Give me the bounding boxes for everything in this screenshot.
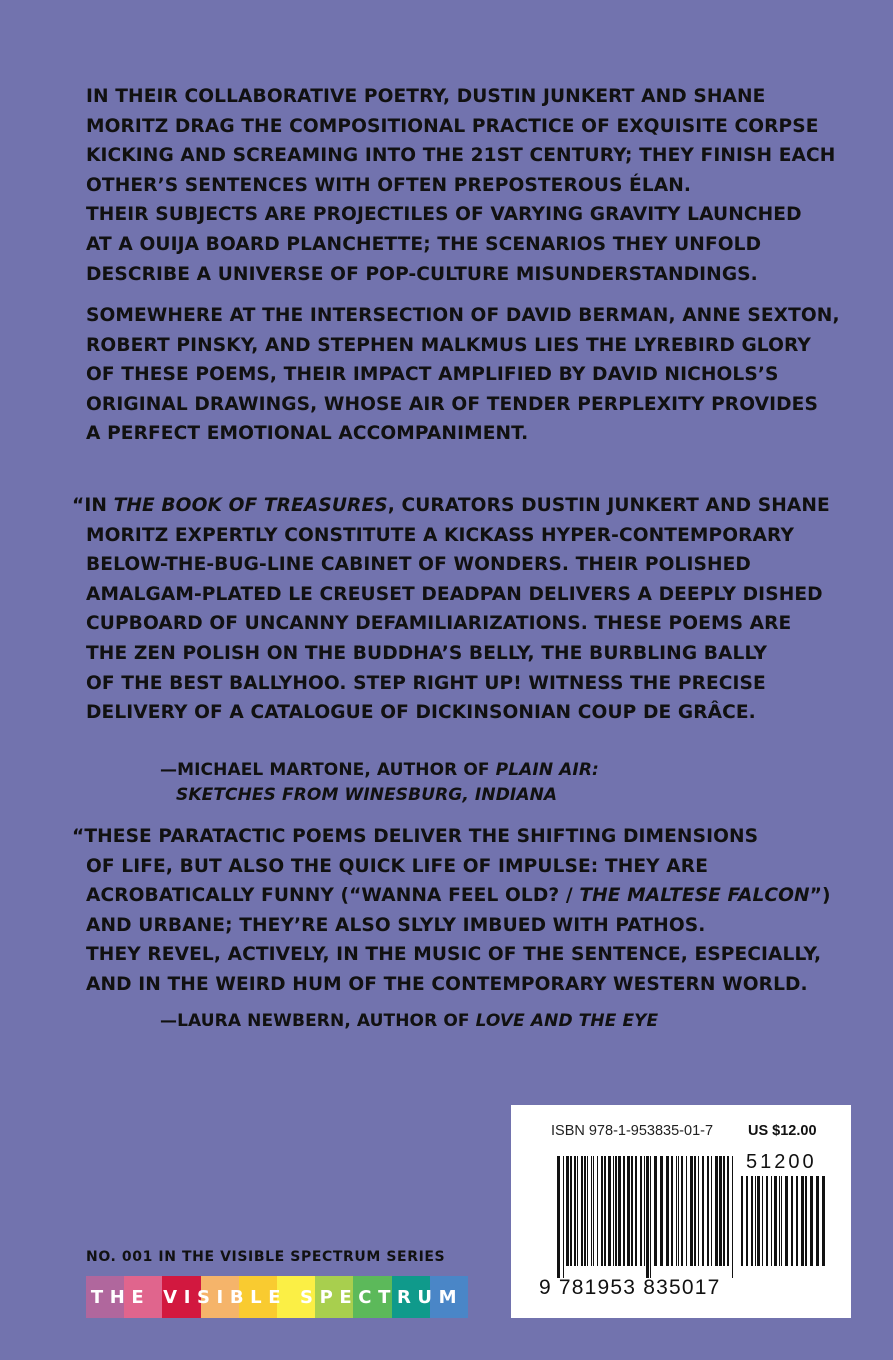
text-line: THEIR SUBJECTS ARE PROJECTILES OF VARYING GRAVITY LAUNCHED [86, 204, 802, 226]
barcode-bar [732, 1156, 733, 1278]
barcode-bar [574, 1156, 576, 1266]
book-title-ref: PLAIN AIR: [495, 760, 599, 780]
barcode-bar [593, 1156, 594, 1266]
blurb-laura-newbern [72, 822, 831, 1000]
barcode-bar [601, 1156, 603, 1266]
barcode-bar [587, 1156, 588, 1266]
barcode-bar [719, 1156, 722, 1266]
barcode-bar [774, 1176, 777, 1266]
barcode-bar [686, 1156, 687, 1266]
barcode-bar [816, 1176, 819, 1266]
barcode-bar [644, 1156, 645, 1266]
barcode-bar [631, 1156, 633, 1266]
quote-text: , CURATORS DUSTIN JUNKERT AND SHANE [387, 495, 830, 516]
barcode-bar [698, 1156, 699, 1266]
quote-text: ”) [809, 885, 831, 907]
barcode-bar [785, 1176, 788, 1266]
barcode-bar [557, 1156, 560, 1278]
barcode-bar [615, 1156, 617, 1266]
text-line: THEY REVEL, ACTIVELY, IN THE MUSIC OF THE SENTENCE, ESPECIALLY, [86, 944, 822, 966]
quote-text: ACROBATICALLY FUNNY (“WANNA FEEL OLD? / [86, 885, 580, 907]
price-text: US $12.00 [748, 1123, 817, 1139]
text-line: OTHER’S SENTENCES WITH OFTEN PREPOSTEROUS ÉLAN. [86, 174, 692, 196]
barcode-bar [766, 1176, 768, 1266]
barcode-bar [671, 1156, 673, 1266]
text-line [160, 758, 893, 783]
barcode-bar [779, 1176, 780, 1266]
text-line: AND URBANE; THEY’RE ALSO SLYLY IMBUED WITH PATHOS. [86, 914, 706, 936]
barcode-bar [757, 1176, 760, 1266]
text-line: AT A OUIJA BOARD PLANCHETTE; THE SCENARIOS THEY UNFOLD [86, 233, 762, 255]
ean-barcode [557, 1156, 739, 1278]
barcode-bar [635, 1156, 637, 1266]
barcode-bar [741, 1176, 743, 1266]
barcode-bar [762, 1176, 763, 1266]
text-line: SOMEWHERE AT THE INTERSECTION OF DAVID BERMAN, ANNE SEXTON, [86, 305, 840, 326]
text-line: DELIVERY OF A CATALOGUE OF DICKINSONIAN COUP DE GRÂCE. [86, 702, 756, 724]
barcode-bar [746, 1176, 748, 1266]
barcode-bar [570, 1156, 572, 1266]
barcode-bar [646, 1156, 649, 1278]
text-line: OF THESE POEMS, THEIR IMPACT AMPLIFIED BY DAVID NICHOLS’S [86, 364, 779, 386]
barcode-bar [723, 1156, 725, 1266]
text-line: BELOW-THE-BUG-LINE CABINET OF WONDERS. THEIR POLISHED [86, 554, 751, 576]
text-line: A PERFECT EMOTIONAL ACCOMPANIMENT. [86, 423, 529, 445]
attribution-name: —MICHAEL MARTONE, AUTHOR OF [160, 760, 496, 780]
barcode-bar [707, 1156, 709, 1266]
barcode-bar [781, 1176, 782, 1266]
book-title-ref: LOVE AND THE EYE [475, 1011, 659, 1031]
attribution-name: —LAURA NEWBERN, AUTHOR OF [160, 1011, 476, 1031]
text-line: CUPBOARD OF UNCANNY DEFAMILIARIZATIONS. THESE POEMS ARE [86, 613, 792, 635]
text-line: ORIGINAL DRAWINGS, WHOSE AIR OF TENDER PERPLEXITY PROVIDES [86, 393, 818, 415]
barcode-bar [711, 1156, 712, 1266]
barcode-bar [581, 1156, 583, 1266]
attribution-michael-martone [160, 758, 893, 808]
barcode-bar [702, 1156, 704, 1266]
barcode-bar [796, 1176, 798, 1266]
barcode-bar [805, 1176, 807, 1266]
book-title-ref: THE MALTESE FALCON [579, 885, 810, 907]
barcode-bar [640, 1156, 642, 1266]
text-line: DESCRIBE A UNIVERSE OF POP-CULTURE MISUNDERSTANDINGS. [86, 263, 758, 285]
text-line: OF THE BEST BALLYHOO. STEP RIGHT UP! WITNESS THE PRECISE [86, 672, 766, 694]
text-line: “THESE PARATACTIC POEMS DELIVER THE SHIFTING DIMENSIONS [72, 826, 759, 847]
barcode-bar [822, 1176, 825, 1266]
barcode-bar [681, 1156, 683, 1266]
barcode-bar [751, 1176, 753, 1266]
barcode-bar [791, 1176, 793, 1266]
barcode-bar [650, 1156, 651, 1278]
book-title-ref: THE BOOK OF TREASURES [113, 495, 388, 516]
series-label: NO. 001 IN THE VISIBLE SPECTRUM SERIES [86, 1249, 446, 1265]
text-line [72, 881, 831, 911]
barcode-bar [618, 1156, 621, 1266]
text-line: MORITZ EXPERTLY CONSTITUTE A KICKASS HYPER-CONTEMPORARY [86, 524, 795, 546]
text-line: THE ZEN POLISH ON THE BUDDHA’S BELLY, THE BURBLING BALLY [86, 642, 768, 664]
barcode-addon-number: 51200 [746, 1151, 817, 1173]
barcode-bar [613, 1156, 614, 1266]
text-line [160, 1009, 893, 1034]
barcode-bar [627, 1156, 630, 1266]
barcode-bar [577, 1156, 578, 1266]
text-line: AMALGAM-PLATED LE CREUSET DEADPAN DELIVERS A DEEPLY DISHED [86, 583, 823, 605]
description-paragraph-1 [86, 82, 836, 289]
barcode-bar [608, 1156, 611, 1266]
barcode-panel [511, 1105, 851, 1318]
barcode-bar [623, 1156, 625, 1266]
barcode-bar [666, 1156, 669, 1266]
barcode-bar [591, 1156, 592, 1266]
text-line: ROBERT PINSKY, AND STEPHEN MALKMUS LIES THE LYREBIRD GLORY [86, 334, 811, 356]
barcode-bar [678, 1156, 679, 1266]
barcode-bar [771, 1176, 772, 1266]
barcode-bar [563, 1156, 564, 1278]
ean-number: 9 781953 835017 [539, 1276, 721, 1299]
barcode-bar [566, 1156, 569, 1266]
barcode-bar [715, 1156, 718, 1266]
book-title-ref: SKETCHES FROM WINESBURG, INDIANA [176, 785, 558, 805]
barcode-bar [604, 1156, 606, 1266]
attribution-laura-newbern [160, 1009, 893, 1034]
description-paragraph-2 [86, 301, 840, 449]
text-line: AND IN THE WEIRD HUM OF THE CONTEMPORARY WESTERN WORLD. [86, 973, 808, 995]
spectrum-logo-text: THE VISIBLE SPECTRUM [90, 1286, 464, 1308]
barcode-bar [755, 1176, 756, 1266]
text-line: KICKING AND SCREAMING INTO THE 21ST CENTURY; THEY FINISH EACH [86, 145, 836, 167]
text-line [72, 491, 830, 521]
barcode-bar [810, 1176, 813, 1266]
barcode-bar [676, 1156, 677, 1266]
quote-open-text: “IN [72, 495, 114, 516]
text-line: IN THEIR COLLABORATIVE POETRY, DUSTIN JUNKERT AND SHANE [86, 86, 766, 107]
barcode-bar [801, 1176, 804, 1266]
isbn-text: ISBN 978-1-953835-01-7 [551, 1123, 714, 1139]
barcode-bar [660, 1156, 663, 1266]
barcode-bar [584, 1156, 586, 1266]
barcode-bar [597, 1156, 598, 1266]
barcode-bar [654, 1156, 657, 1266]
barcode-bar [727, 1156, 729, 1266]
text-line: OF LIFE, BUT ALSO THE QUICK LIFE OF IMPULSE: THEY ARE [86, 855, 709, 877]
barcode-bar [694, 1156, 696, 1266]
addon-barcode [741, 1176, 827, 1278]
text-line [160, 783, 893, 808]
text-line: MORITZ DRAG THE COMPOSITIONAL PRACTICE OF EXQUISITE CORPSE [86, 115, 819, 137]
barcode-bar [690, 1156, 693, 1266]
blurb-michael-martone [72, 491, 830, 728]
